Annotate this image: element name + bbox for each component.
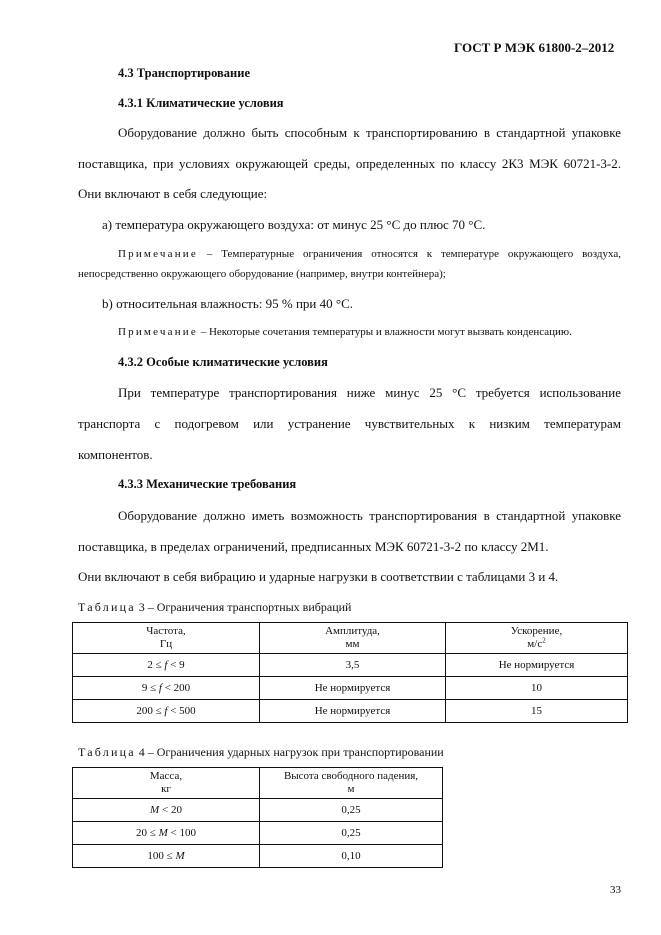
para3-line1: Оборудование должно иметь возможность транспортирования в стандартной упаковке xyxy=(118,508,621,523)
item-b-humidity: b) относительная влажность: 95 % при 40 °С. xyxy=(102,296,354,311)
para2-line2: транспорта с подогревом или устранение чувствительных к низким температурам xyxy=(78,416,621,431)
para1-line3: Они включают в себя следующие: xyxy=(78,186,268,201)
table4-caption-text: 4 – Ограничения ударных нагрузок при транспортировании xyxy=(135,745,444,759)
amplitude-cell: Не нормируется xyxy=(260,700,446,723)
para3-line3: Они включают в себя вибрацию и ударные нагрузки в соответствии с таблицами 3 и 4. xyxy=(78,569,559,584)
note-label: Примечание xyxy=(118,326,198,338)
mass-cell: 100 ≤ M xyxy=(73,845,260,868)
table4-shock-limits xyxy=(72,767,443,868)
note2-text: – Некоторые сочетания температуры и влажности могут вызвать конденсацию. xyxy=(197,326,572,338)
section-4-3-3-heading: 4.3.3 Механические требования xyxy=(118,477,297,491)
table-header-row xyxy=(73,768,443,799)
col-mass-header: Масса, кг xyxy=(73,768,260,799)
para1-line1: Оборудование должно быть способным к транспортированию в стандартной упаковке xyxy=(118,125,621,140)
section-4-3-heading: 4.3 Транспортирование xyxy=(118,66,250,80)
note1-line1 xyxy=(78,248,621,260)
acceleration-cell: 10 xyxy=(446,677,628,700)
table3-caption xyxy=(78,600,351,615)
page-number: 33 xyxy=(610,884,621,896)
section-4-3-2-heading: 4.3.2 Особые климатические условия xyxy=(118,355,328,369)
table-word: Таблица xyxy=(78,745,136,759)
acceleration-cell: Не нормируется xyxy=(446,654,628,677)
table4-caption xyxy=(78,745,444,760)
table3-vibration-limits xyxy=(72,622,628,723)
table-row xyxy=(73,677,628,700)
para2-line1: При температуре транспортирования ниже минус 25 °С требуется использование xyxy=(118,385,621,400)
table-row xyxy=(73,845,443,868)
table-row xyxy=(73,700,628,723)
table-row xyxy=(73,654,628,677)
note-label: Примечание xyxy=(118,248,198,260)
col-amplitude-header: Амплитуда, мм xyxy=(260,623,446,654)
drop-height-cell: 0,25 xyxy=(260,799,443,822)
col-drop-height-header: Высота свободного падения, м xyxy=(260,768,443,799)
table3-caption-text: 3 – Ограничения транспортных вибраций xyxy=(135,600,352,614)
drop-height-cell: 0,25 xyxy=(260,822,443,845)
table-word: Таблица xyxy=(78,600,136,614)
para1-line2: поставщика, при условиях окружающей среды, определенных по классу 2К3 МЭК 60721-3-2. xyxy=(78,156,621,171)
amplitude-cell: 3,5 xyxy=(260,654,446,677)
mass-cell: M < 20 xyxy=(73,799,260,822)
acceleration-cell: 15 xyxy=(446,700,628,723)
note1-line2: непосредственно окружающего оборудование (например, внутри контейнера); xyxy=(78,268,446,280)
mass-cell: 20 ≤ M < 100 xyxy=(73,822,260,845)
note1-text: – Температурные ограничения относятся к температуре окружающего воздуха, xyxy=(197,248,621,260)
amplitude-cell: Не нормируется xyxy=(260,677,446,700)
col-frequency-header: Частота, Гц xyxy=(73,623,260,654)
table-row xyxy=(73,822,443,845)
drop-height-cell: 0,10 xyxy=(260,845,443,868)
note2 xyxy=(118,326,572,338)
section-4-3-1-heading: 4.3.1 Климатические условия xyxy=(118,96,284,110)
document-header: ГОСТ Р МЭК 61800-2–2012 xyxy=(454,40,615,55)
col-acceleration-header: Ускорение, $м/с^2$ xyxy=(446,623,628,654)
item-a-temperature: a) температура окружающего воздуха: от минус 25 °С до плюс 70 °С. xyxy=(102,217,486,232)
table-row xyxy=(73,799,443,822)
frequency-cell: 2 ≤ f < 9 xyxy=(73,654,260,677)
table-header-row xyxy=(73,623,628,654)
frequency-cell: 200 ≤ f < 500 xyxy=(73,700,260,723)
para3-line2: поставщика, в пределах ограничений, предписанных МЭК 60721-3-2 по классу 2М1. xyxy=(78,539,549,554)
frequency-cell: 9 ≤ f < 200 xyxy=(73,677,260,700)
para2-line3: компонентов. xyxy=(78,447,153,462)
